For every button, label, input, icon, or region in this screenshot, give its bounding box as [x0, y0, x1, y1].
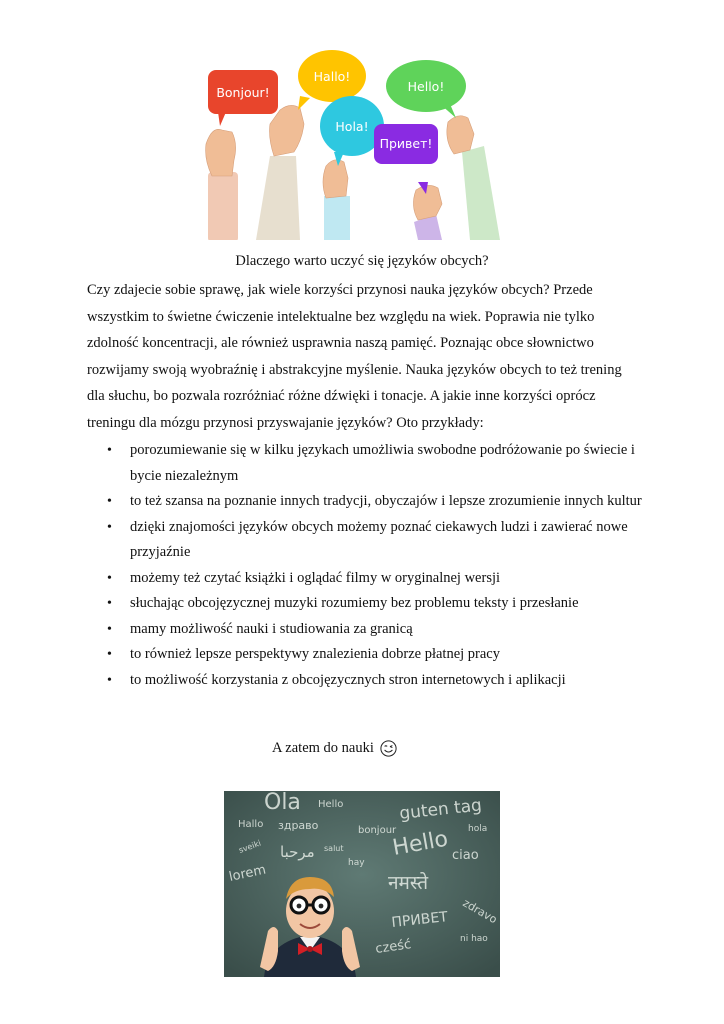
chalk-word: hola — [468, 824, 488, 834]
bubble-label: Hola! — [335, 119, 369, 134]
list-item: • mamy możliwość nauki i studiowania za granicą — [87, 617, 647, 643]
chalk-word: Ola — [264, 791, 301, 815]
closing-text: A zatem do nauki — [272, 740, 374, 756]
list-item: • to możliwość korzystania z obcojęzycznych stron internetowych i aplikacji — [87, 668, 647, 694]
intro-line: dla słuchu, bo pozwala rozróżniać różne dźwięki i tonacje. A jakie inne korzyści oprócz — [87, 388, 596, 404]
chalk-word: bonjour — [358, 825, 397, 836]
chalk-word: ciao — [452, 848, 479, 863]
chalk-word: Hello — [390, 826, 450, 861]
list-item: • możemy też czytać książki i oglądać filmy w oryginalnej wersji — [87, 566, 647, 592]
list-item: • porozumiewanie się w kilku językach umożliwia swobodne podróżowanie po świecie i bycie niezależnym — [87, 438, 647, 489]
benefits-list — [87, 438, 647, 693]
chalk-word: hay — [348, 858, 365, 868]
article-title: Dlaczego warto uczyć się języków obcych? — [235, 253, 489, 269]
intro-line: rozwijamy swoją wyobraźnię i abstrakcyjne myślenie. Nauka języków obcych to też trening — [87, 361, 622, 378]
list-item: • słuchając obcojęzycznej muzyki rozumiemy bez problemu teksty i przesłanie — [87, 591, 647, 617]
chalk-word: lorem — [227, 862, 268, 885]
arms — [208, 146, 500, 240]
chalk-word: sveiki — [237, 838, 263, 855]
chalk-word: cześć — [374, 937, 413, 957]
chalk-word: guten tag — [398, 795, 483, 824]
chalk-word: ni hao — [460, 934, 488, 944]
chalk-word: नमस्ते — [388, 872, 429, 894]
intro-paragraph — [87, 277, 647, 436]
intro-line: treningu dla mózgu przynosi przyswajanie języków? Oto przykłady: — [87, 414, 484, 431]
intro-line: zdolność koncentracji, ale również usprawnia naszą pamięć. Poznając obce słownictwo — [87, 335, 594, 351]
list-item: • to też szansa na poznanie innych tradycji, obyczajów i lepsze zrozumienie innych kultur — [87, 489, 647, 515]
chalk-word: здраво — [278, 819, 319, 832]
winking-smiley-icon — [380, 740, 397, 757]
chalk-word: مرحبا — [280, 843, 315, 861]
bubble-label: Hallo! — [313, 69, 351, 84]
chalk-word: Hallo — [238, 819, 264, 830]
intro-line: Czy zdajecie sobie sprawę, jak wiele korzyści przynosi nauka języków obcych? Przede — [87, 282, 593, 298]
intro-line: wszystkim to świetne ćwiczenie intelektualne bez względu na wiek. Poprawia nie tylko — [87, 308, 595, 325]
list-item: • to również lepsze perspektywy znalezienia dobrze płatnej pracy — [87, 642, 647, 668]
bubble-label: Hello! — [407, 79, 445, 94]
chalk-word: zdravo — [460, 896, 500, 927]
chalk-word: Hello — [318, 799, 344, 810]
bubble-label: Привет! — [379, 136, 433, 151]
list-item: • dzięki znajomości języków obcych możemy poznać ciekawych ludzi i zawierać nowe przyjaźnie — [87, 515, 647, 566]
hands-speech-bubbles-illustration — [204, 48, 504, 240]
bubble-label: Bonjour! — [216, 85, 270, 100]
chalk-word: ПРИВЕТ — [390, 909, 449, 931]
closing-line — [272, 740, 397, 757]
chalkboard-boy-photo — [224, 791, 500, 977]
chalk-word: salut — [324, 844, 344, 853]
